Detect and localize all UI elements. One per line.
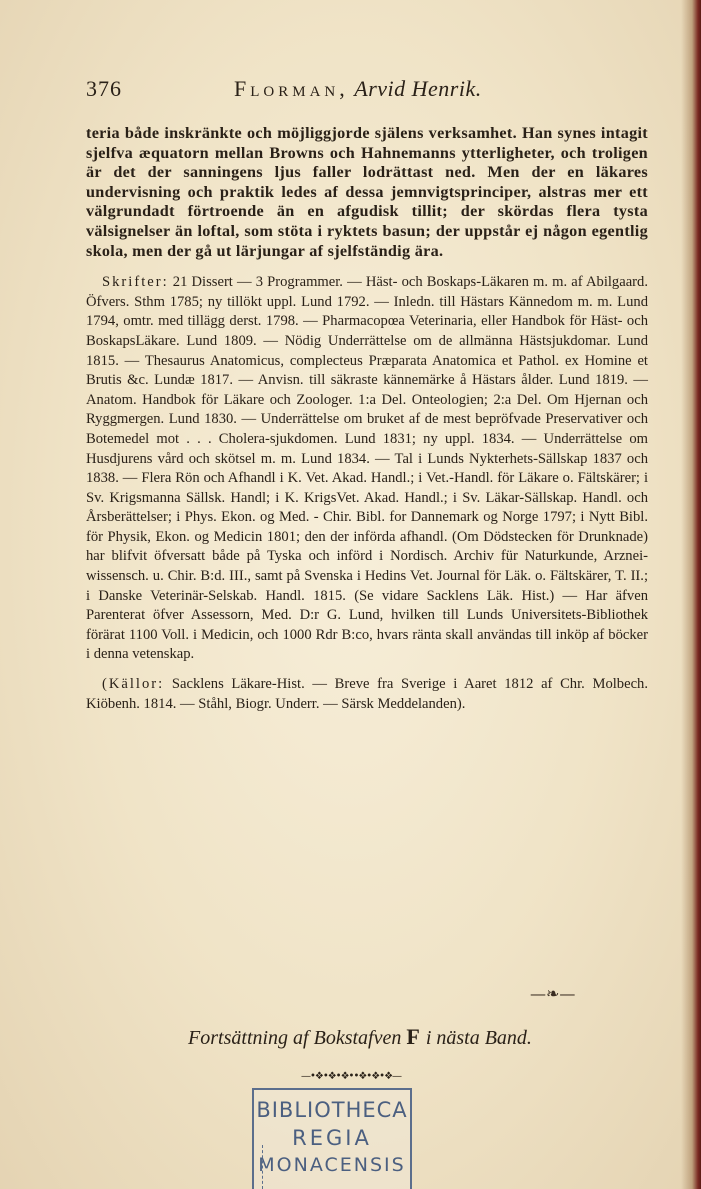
sources-label: (Källor: [102,676,165,693]
continuation-before: Fortsättning af Bokstafven [188,1027,402,1049]
stamp-line-2: REGIA [292,1126,372,1150]
continuation-note [130,1024,590,1050]
tail-ornament: —❧— [530,984,576,1003]
body-text [86,124,648,714]
running-head [234,76,482,102]
library-stamp [252,1088,412,1189]
continuation-letter: F [406,1024,421,1049]
sources-text: Sacklens Läkare-Hist. — Breve fra Sverige i Aaret 1812 af Chr. Molbech. Kiöbenh. 1814. — Ståhl, Biogr. Underr. — Särsk Meddelanden). [86,676,648,712]
page-header [86,76,626,106]
stamp-border-mark [262,1145,264,1189]
writings-text: 21 Dissert — 3 Programmer. — Häst- och Boskaps-Läkaren m. m. af Abilgaard. Öfvers. Sthm 1785; ny tillökt uppl. Lund 1792. — Inledn. till Hästars Kännedom m. m. Lund 1794, omtr. med tillägg derst. 1798. — Pharmacopœa Veterinaria, eller Handbok för Häst- och BoskapsLäkare. Lund 1809. — Nödig Underrättelse om de allmänna Hästsjukdomar. Lund 1815. — Thesaurus Anatomicus, complecteus Præparata Anatomica et Pathol. ex Homine et Brutis &c. Lundæ 1817. — Anvisn. till säkraste kännemärke å Hästars ålder. Lund 1819. — Anatom. Handbok för Läkare och Zoologer. 1:a Del. Onteologien; 2:a Del. Om Hjernan och Ryggmergen. Lund 1830. — Underrättelse om bruket af de mest bepröfvade Preservativer och Botemedel mot . . . Cholera-sjukdomen. Lund 1831; ny uppl. 1834. — Underrättelse om Husdjurens vård och skötsel m. m. Lund 1834. — Tal i Lunds Nykterhets-Sällskap 1837 och 1838. — Flera Rön och Afhandl i K. Vet. Akad. Handl.; i Vet.-Handl. för Läkare o. Fältskärer; i Sv. Krigsmanna Sällsk. Handl; i K. KrigsVet. Akad. Handl.; i Sv. Läkar-Sällskap. Handl. och Årsberättelser; i Phys. Ekon. og Med. - Chir. Bibl. for Dannemark og Norge 1797; i Nytt Bibl. för Physik, Ekon. og Medicin 1801; den der införda afhandl. (Om Dödstecken för Drunknade) har blifvit öfversatt både på Tyska och införd i Nordisch. Archiv für Naturkunde, Arznei-wissensch. u. Chir. B:d. III., samt på Svenska i Hedins Vet. Journal för Läk. o. Fältskärer, T. II.; i Danske Veterinär-Selskab. Handl. 1815. (Se vidare Sacklens Läk. Hist.) — Har äfven Parenterat öfver Assessorn, Med. D:r G. Lund, hvilken till Lunds Universitets-Bibliothek förärat 1100 Voll. i Medicin, och 1000 Rdr B:co, hvars ränta skall användas till inköp af böcker i denna vetenskap. [86,274,648,663]
paragraph-writings [86,273,648,665]
page-edge [681,0,701,1189]
paragraph-sources [86,675,648,714]
stamp-line-1: BIBLIOTHECA [256,1098,408,1122]
running-head-first-names: Arvid Henrik. [354,76,482,101]
continuation-after: i nästa Band. [425,1027,532,1049]
running-head-surname: Florman, [234,76,349,101]
paragraph-tribute: teria både inskränkte och möjliggjorde själens verksamhet. Han synes intagit sjelfva æquatorn mellan Browns och Hahnemanns ytterligheter, och troligen är det der sanningens ljus faller lodrättast ned. Men der en läkares undervisning och praktik ledes af dessa jemnvigtsprinciper, alstras mer ett välgrundadt förtroende än en afgudisk tillit; der skördas flera tysta välsignelser än loftal, som stöta i ryktets basun; der uppstår ej någon egentlig skola, men der gå ut lärjungar af sjelfständig ära. [86,124,648,260]
writings-label: Skrifter: [102,274,169,291]
stamp-line-3: MONACENSIS [258,1154,406,1176]
ornamental-divider: —•❖•❖•❖••❖•❖•❖— [300,1071,402,1082]
page-number: 376 [86,76,122,101]
